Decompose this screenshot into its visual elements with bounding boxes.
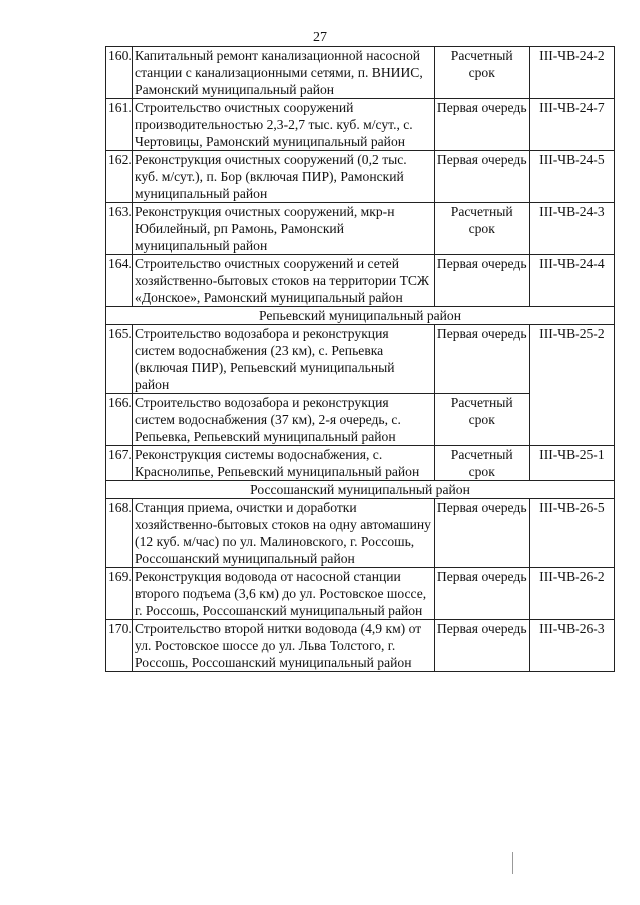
project-description: Строительство очистных сооружений производительностью 2,3-2,7 тыс. куб. м/сут., с. Чертовицы, Рамонский муниципальный район [133, 99, 435, 151]
section-heading: Репьевский муниципальный район [106, 307, 615, 325]
row-number: 170. [106, 620, 133, 672]
project-description: Реконструкция очистных сооружений (0,2 тыс. куб. м/сут.), п. Бор (включая ПИР), Рамонский муниципальный район [133, 151, 435, 203]
project-description: Строительство второй нитки водовода (4,9 км) от ул. Ростовское шоссе до ул. Льва Толстого, г. Россошь, Россошанский муниципальный район [133, 620, 435, 672]
row-number: 169. [106, 568, 133, 620]
section-row [106, 307, 615, 325]
project-period: Первая очередь [434, 325, 529, 394]
project-description: Реконструкция водовода от насосной станции второго подъема (3,6 км) до ул. Ростовское шоссе, г. Россошь, Россошанский муниципальный район [133, 568, 435, 620]
project-period: Первая очередь [434, 499, 529, 568]
table-row [106, 255, 615, 307]
project-code: III-ЧВ-26-2 [529, 568, 614, 620]
row-number: 164. [106, 255, 133, 307]
projects-table [105, 46, 615, 672]
row-number: 161. [106, 99, 133, 151]
table-row [106, 99, 615, 151]
project-code: III-ЧВ-24-5 [529, 151, 614, 203]
table-row [106, 203, 615, 255]
project-description: Реконструкция системы водоснабжения, с. Краснолипье, Репьевский муниципальный район [133, 446, 435, 481]
project-period: Первая очередь [434, 151, 529, 203]
table-row [106, 620, 615, 672]
row-number: 166. [106, 394, 133, 446]
table-row [106, 325, 615, 394]
row-number: 163. [106, 203, 133, 255]
project-description: Станция приема, очистки и доработки хозяйственно-бытовых стоков на одну автомашину (12 куб. м/час) по ул. Малиновского, г. Россошь, Россошанский муниципальный район [133, 499, 435, 568]
project-code: III-ЧВ-26-5 [529, 499, 614, 568]
project-period: Расчетный срок [434, 446, 529, 481]
project-period: Расчетный срок [434, 203, 529, 255]
section-heading: Россошанский муниципальный район [106, 481, 615, 499]
project-code: III-ЧВ-24-4 [529, 255, 614, 307]
row-number: 160. [106, 47, 133, 99]
row-number: 162. [106, 151, 133, 203]
table-row [106, 446, 615, 481]
section-row [106, 481, 615, 499]
project-period: Первая очередь [434, 568, 529, 620]
row-number: 165. [106, 325, 133, 394]
project-period: Расчетный срок [434, 394, 529, 446]
project-period: Первая очередь [434, 99, 529, 151]
page-number: 27 [313, 30, 327, 45]
project-code: III-ЧВ-25-1 [529, 446, 614, 481]
scan-artifact-line [512, 852, 513, 874]
project-description: Капитальный ремонт канализационной насосной станции с канализационными сетями, п. ВНИИС, Рамонский муниципальный район [133, 47, 435, 99]
project-period: Расчетный срок [434, 47, 529, 99]
row-number: 168. [106, 499, 133, 568]
project-period: Первая очередь [434, 255, 529, 307]
table-row [106, 151, 615, 203]
project-code: III-ЧВ-24-2 [529, 47, 614, 99]
project-description: Строительство очистных сооружений и сетей хозяйственно-бытовых стоков на территории ТСЖ «Донское», Рамонский муниципальный район [133, 255, 435, 307]
project-description: Реконструкция очистных сооружений, мкр-н Юбилейный, рп Рамонь, Рамонский муниципальный район [133, 203, 435, 255]
project-code: III-ЧВ-26-3 [529, 620, 614, 672]
project-description: Строительство водозабора и реконструкция систем водоснабжения (23 км), с. Репьевка (включая ПИР), Репьевский муниципальный район [133, 325, 435, 394]
project-code: III-ЧВ-24-7 [529, 99, 614, 151]
table-row [106, 568, 615, 620]
project-period: Первая очередь [434, 620, 529, 672]
row-number: 167. [106, 446, 133, 481]
project-code: III-ЧВ-25-2 [529, 325, 614, 446]
project-code: III-ЧВ-24-3 [529, 203, 614, 255]
table-row [106, 47, 615, 99]
table-row [106, 499, 615, 568]
project-description: Строительство водозабора и реконструкция систем водоснабжения (37 км), 2-я очередь, с. Репьевка, Репьевский муниципальный район [133, 394, 435, 446]
